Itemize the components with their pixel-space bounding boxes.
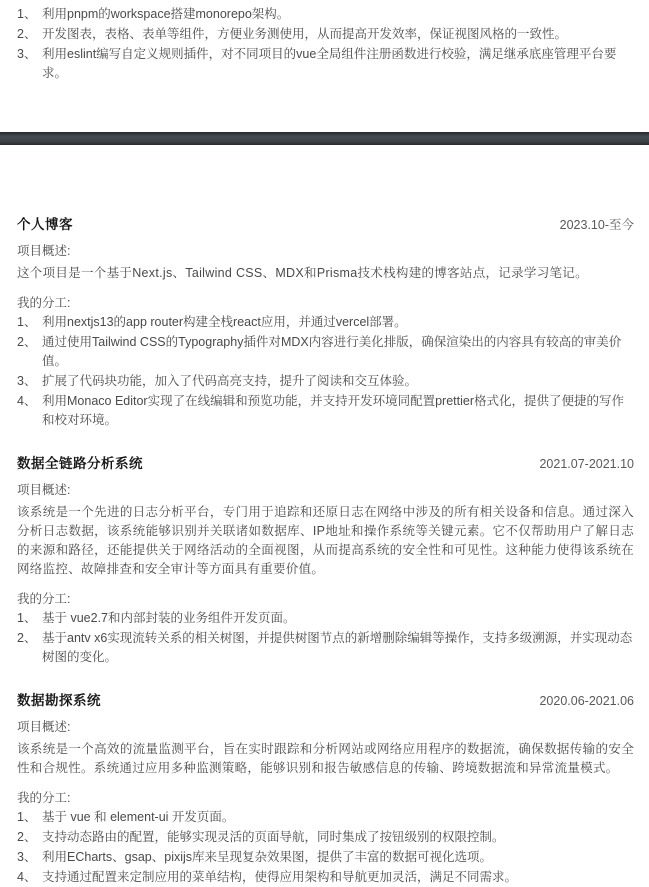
section-header	[17, 454, 634, 474]
project-section-personal-blog	[17, 215, 634, 430]
duty-item: 利用ECharts、gsap、pixijs库来呈现复杂效果图，提供了丰富的数据可视化选项。	[42, 850, 493, 864]
duty-item: 基于 vue2.7和内部封装的业务组件开发页面。	[42, 611, 296, 625]
duty-item: 支持通过配置来定制应用的菜单结构，使得应用架构和导航更加灵活，满足不同需求。	[42, 870, 518, 884]
duty-item: 基于 vue 和 element-ui 开发页面。	[42, 810, 235, 824]
project-title: 数据勘探系统	[17, 693, 101, 708]
previous-page-tail	[0, 0, 649, 83]
duties-list	[17, 609, 634, 667]
page-break-separator	[0, 132, 649, 145]
project-period: 2023.10-至今	[559, 218, 634, 232]
project-period: 2020.06-2021.06	[539, 694, 634, 708]
project-title: 个人博客	[17, 217, 73, 232]
duties-label: 我的分工:	[17, 791, 71, 805]
duty-item: 基于antv x6实现流转关系的相关树图，并提供树图节点的新增删除编辑等操作，支持多级溯源，并实现动态树图的变化。	[42, 631, 633, 664]
project-section-data-link-analysis	[17, 454, 634, 667]
duty-item: 利用Monaco Editor实现了在线编辑和预览功能，并支持开发环境同配置prettier格式化，提供了便捷的写作和校对环境。	[42, 394, 625, 427]
project-section-data-exploration	[17, 691, 634, 887]
duties-list	[17, 808, 634, 887]
project-period: 2021.07-2021.10	[539, 457, 634, 471]
duty-item: 通过使用Tailwind CSS的Typography插件对MDX内容进行美化排版，确保渲染出的内容具有较高的审美价值。	[42, 335, 622, 368]
overview-label: 项目概述:	[17, 244, 71, 258]
overview-text: 该系统是一个先进的日志分析平台，专门用于追踪和还原日志在网络中涉及的所有相关设备和信息。通过深入分析日志数据，该系统能够识别并关联诸如数据库、IP地址和操作系统等关键元素。它不仅帮助用户了解日志的来源和路径，还能提供关于网络活动的全面视图，从而提高系统的安全性和可见性。这种能力使得该系统在网络监控、故障排查和安全审计等方面具有重要价值。	[17, 505, 634, 576]
list-item: 开发图表，表格、表单等组件，方便业务测使用，从而提高开发效率，保证视图风格的一致性。	[42, 27, 568, 41]
duties-list	[17, 313, 634, 430]
overview-text: 这个项目是一个基于Next.js、Tailwind CSS、MDX和Prisma技术栈构建的博客站点，记录学习笔记。	[17, 266, 588, 280]
duty-item: 扩展了代码块功能，加入了代码高亮支持，提升了阅读和交互体验。	[42, 374, 418, 388]
overview-text: 该系统是一个高效的流量监测平台，旨在实时跟踪和分析网站或网络应用程序的数据流，确保数据传输的安全性和合规性。系统通过应用多种监测策略，能够识别和报告敏感信息的传输、跨境数据流和异常流量模式。	[17, 742, 634, 775]
duties-label: 我的分工:	[17, 296, 71, 310]
section-header	[17, 691, 634, 711]
duty-item: 利用nextjs13的app router构建全栈react应用，并通过vercel部署。	[42, 315, 407, 329]
list-item: 利用pnpm的workspace搭建monorepo架构。	[42, 7, 290, 21]
duties-label: 我的分工:	[17, 592, 71, 606]
project-title: 数据全链路分析系统	[17, 456, 143, 471]
duty-item: 支持动态路由的配置，能够实现灵活的页面导航，同时集成了按钮级别的权限控制。	[42, 830, 505, 844]
resume-page-content	[0, 215, 649, 887]
tail-duties-list	[17, 5, 633, 83]
section-header	[17, 215, 634, 235]
overview-label: 项目概述:	[17, 483, 71, 497]
overview-label: 项目概述:	[17, 720, 71, 734]
list-item: 利用eslint编写自定义规则插件，对不同项目的vue全局组件注册函数进行校验，满足继承底座管理平台要求。	[42, 47, 617, 80]
